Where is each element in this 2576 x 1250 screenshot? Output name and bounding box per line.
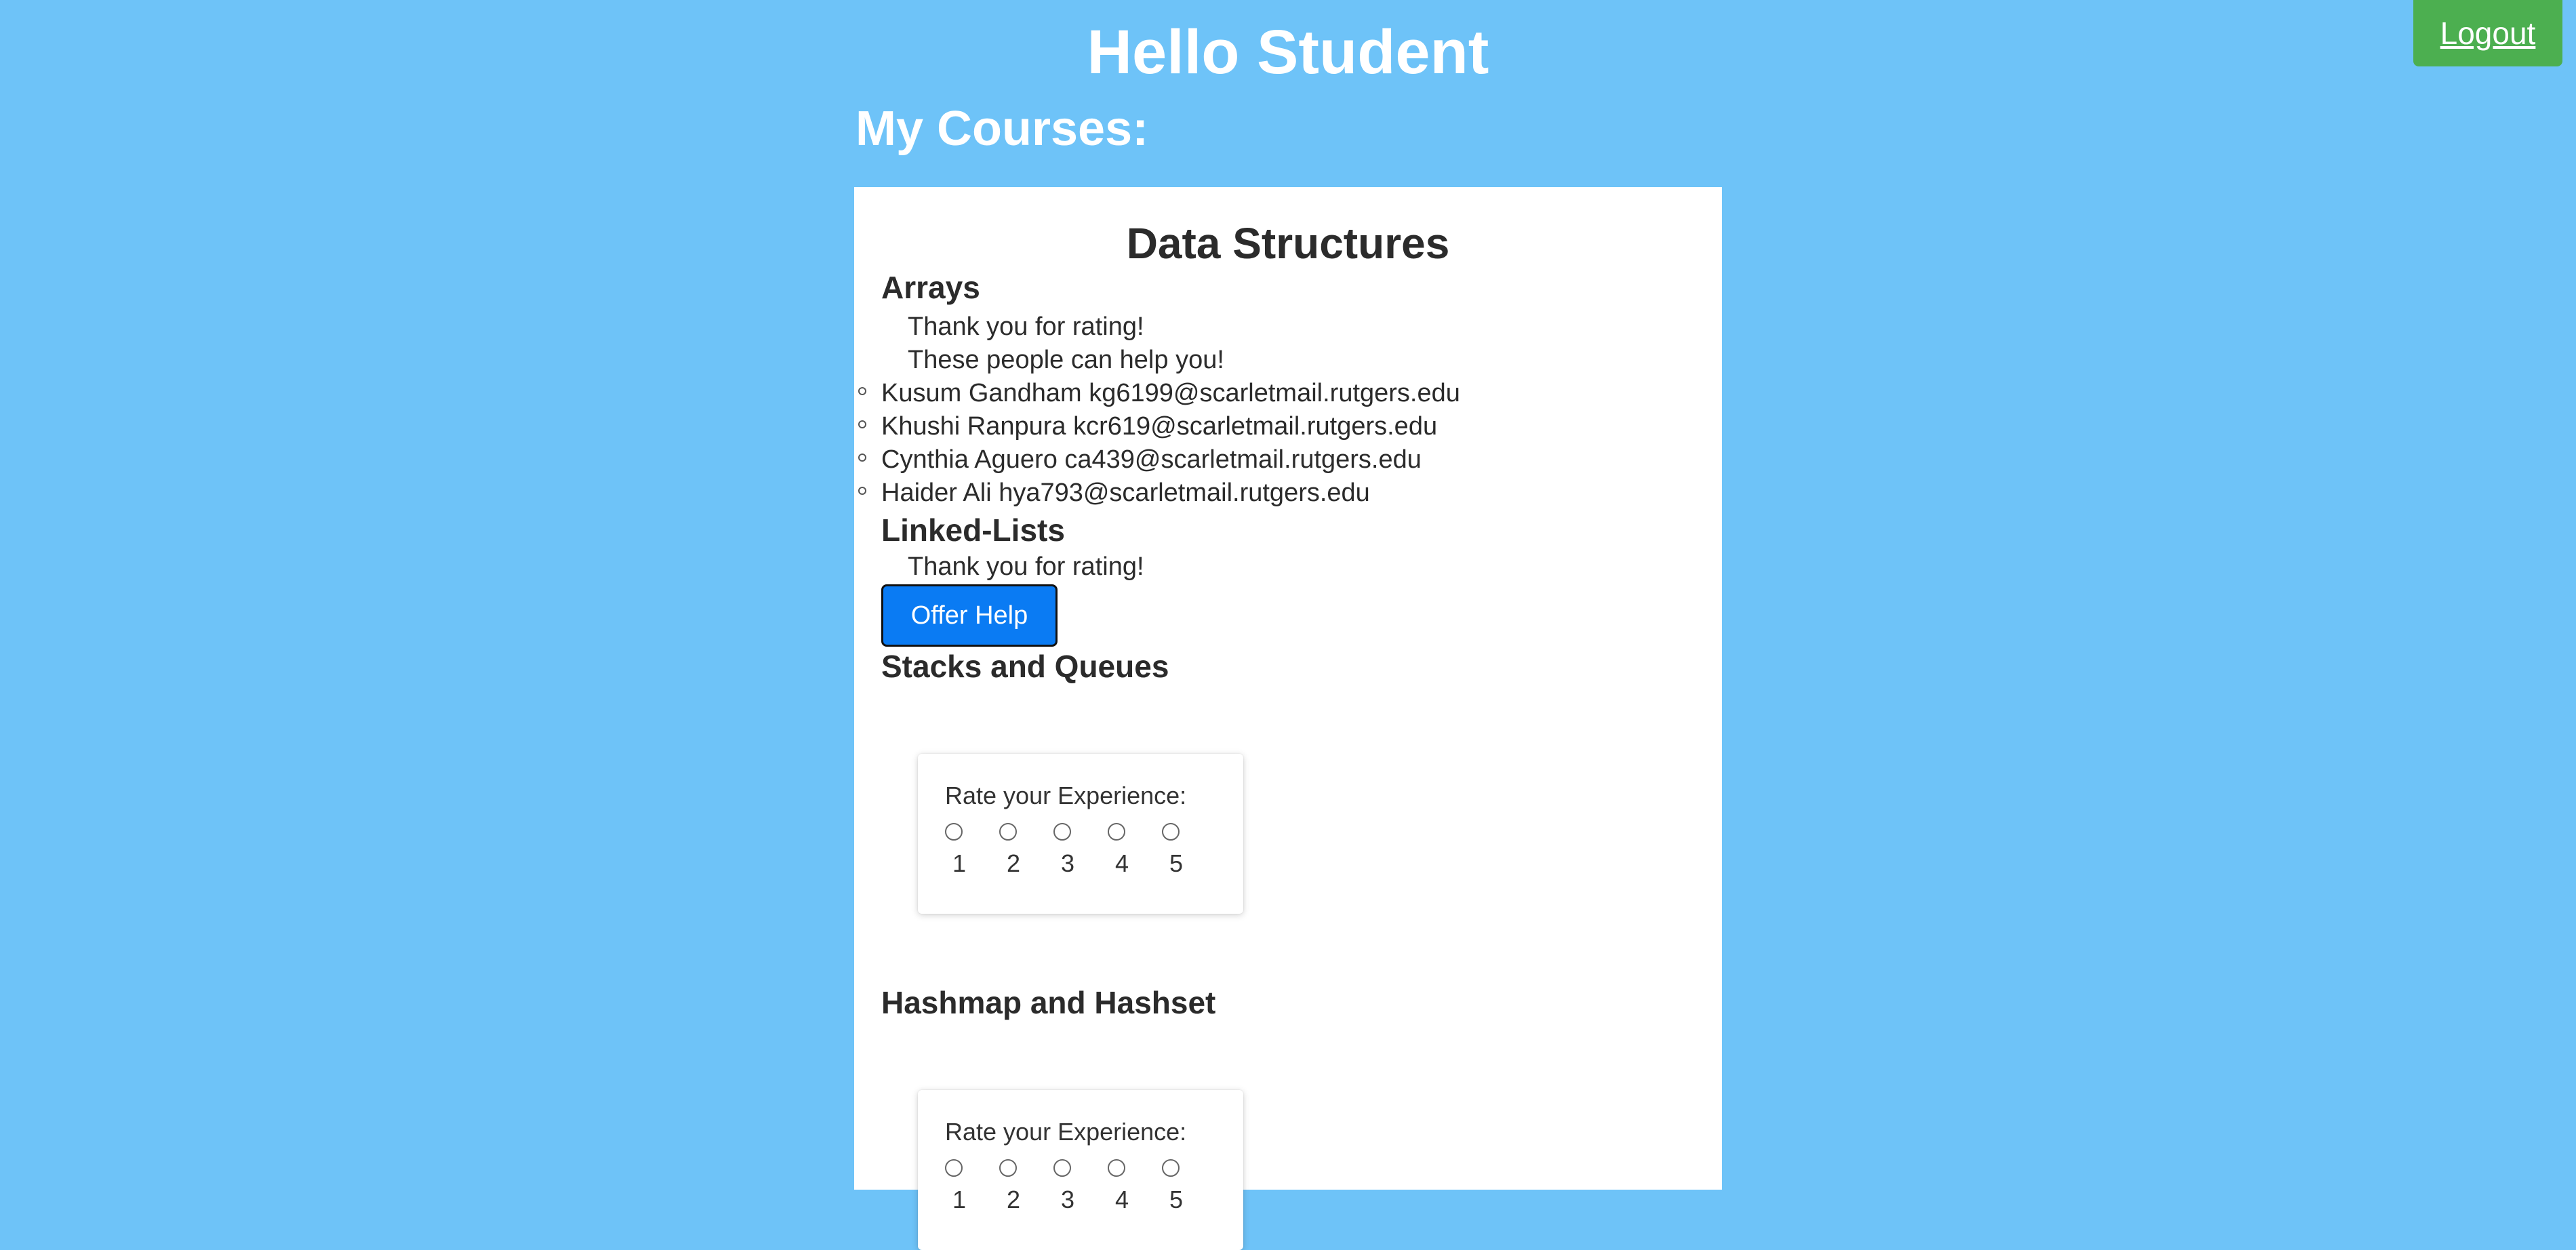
rating-option-label: 4 — [1114, 1186, 1129, 1213]
rating-option-label: 4 — [1114, 849, 1129, 877]
rating-widget — [918, 1090, 1243, 1250]
rating-option-label: 5 — [1169, 1186, 1184, 1213]
offer-help-button[interactable]: Offer Help — [881, 584, 1058, 647]
helper-contact: Haider Ali hya793@scarletmail.rutgers.edu — [881, 479, 1370, 507]
course-title: Data Structures — [1126, 219, 1450, 268]
rating-option-label: 3 — [1060, 849, 1075, 877]
bullet-icon — [858, 453, 866, 462]
bullet-icon — [858, 420, 866, 428]
rating-radio-5[interactable] — [1162, 823, 1180, 841]
topic-linked-lists-heading: Linked-Lists — [881, 512, 1065, 548]
rating-radio-3[interactable] — [1053, 1159, 1071, 1177]
rating-radio-4[interactable] — [1108, 1159, 1125, 1177]
rating-label: Rate your Experience: — [945, 782, 1187, 809]
bullet-icon — [858, 387, 866, 395]
rating-option-label: 5 — [1169, 849, 1184, 877]
helper-contact: Kusum Gandham kg6199@scarletmail.rutgers.edu — [881, 379, 1460, 407]
rating-radio-2[interactable] — [999, 1159, 1017, 1177]
greeting-heading: Hello Student — [1087, 18, 1489, 87]
my-courses-heading: My Courses: — [856, 102, 1149, 156]
rating-option-label: 1 — [952, 849, 967, 877]
rating-radio-4[interactable] — [1108, 823, 1125, 841]
helpers-intro-message: These people can help you! — [908, 346, 1224, 374]
rating-radio-1[interactable] — [945, 823, 963, 841]
rating-option-label: 2 — [1006, 849, 1021, 877]
helper-list-item — [881, 443, 1422, 477]
rating-option-label: 3 — [1060, 1186, 1075, 1213]
rating-option-label: 1 — [952, 1186, 967, 1213]
rating-radio-3[interactable] — [1053, 823, 1071, 841]
helper-contact: Khushi Ranpura kcr619@scarletmail.rutgers.edu — [881, 412, 1438, 441]
topic-hashmap-hashset-heading: Hashmap and Hashset — [881, 985, 1216, 1020]
helper-contact: Cynthia Aguero ca439@scarletmail.rutgers.edu — [881, 445, 1422, 474]
rating-radio-5[interactable] — [1162, 1159, 1180, 1177]
bullet-icon — [858, 487, 866, 495]
helper-list-item — [881, 409, 1437, 443]
logout-button[interactable]: Logout — [2413, 0, 2562, 66]
course-card — [854, 187, 1722, 1213]
helper-list-item — [881, 476, 1370, 510]
rating-widget — [918, 754, 1243, 914]
topic-stacks-queues-heading: Stacks and Queues — [881, 649, 1169, 684]
helper-list-item — [881, 376, 1460, 410]
rating-thanks-message: Thank you for rating! — [908, 552, 1144, 581]
rating-option-label: 2 — [1006, 1186, 1021, 1213]
rating-label: Rate your Experience: — [945, 1118, 1187, 1146]
rating-radio-1[interactable] — [945, 1159, 963, 1177]
topic-arrays-heading: Arrays — [881, 270, 980, 305]
rating-radio-2[interactable] — [999, 823, 1017, 841]
rating-thanks-message: Thank you for rating! — [908, 312, 1144, 341]
